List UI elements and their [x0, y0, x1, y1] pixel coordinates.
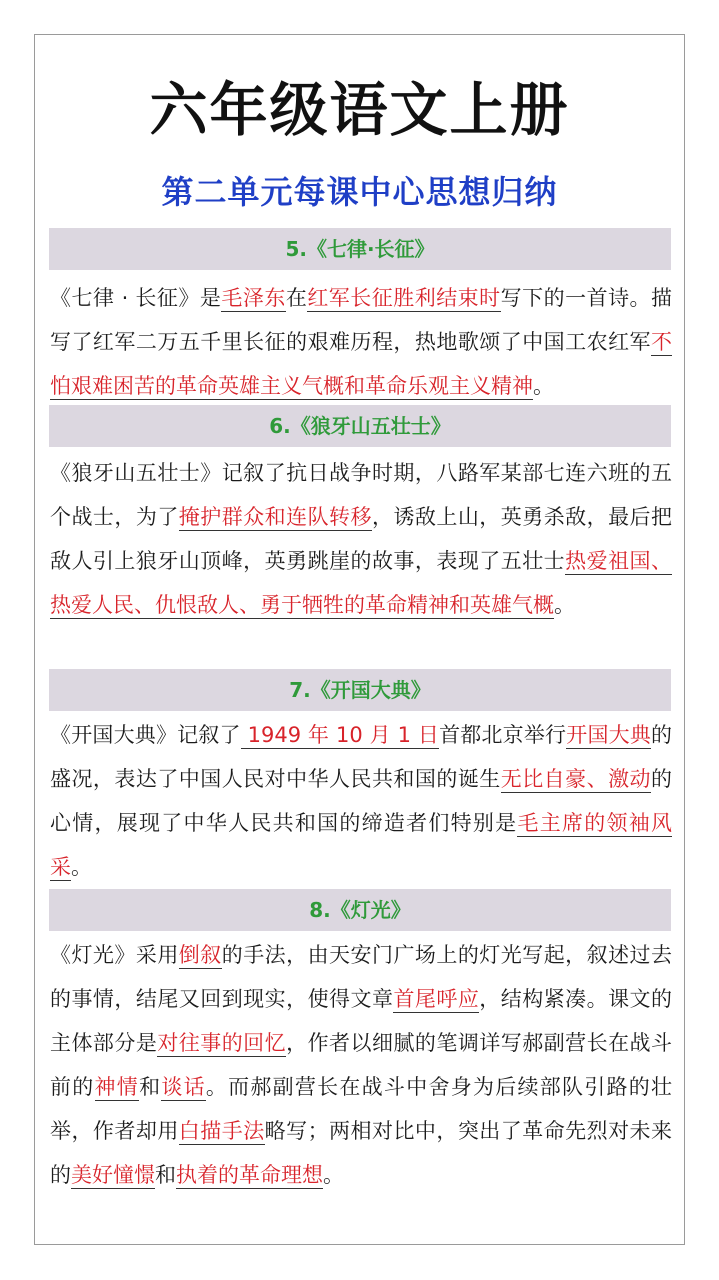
highlighted-key-phrase: 白描手法 — [178, 1119, 265, 1143]
section-heading-6: 6.《狼牙山五壮士》 — [49, 405, 671, 447]
body-text: 。 — [533, 374, 554, 398]
highlighted-key-phrase: 对往事的回忆 — [157, 1031, 287, 1055]
highlighted-key-phrase: 神情 — [94, 1075, 140, 1099]
body-text: 的手法，由天安门广场上的灯光写起，叙述过去的事情，结尾又回到现实，使得文章 — [50, 943, 673, 1011]
highlighted-key-phrase: 首尾呼应 — [393, 987, 480, 1011]
body-text: 。 — [554, 593, 575, 617]
section-heading-8: 8.《灯光》 — [49, 889, 671, 931]
body-text: ，诱敌上山，英勇杀敌，最后把敌人引上狼牙山顶峰，英勇跳崖的故事，表现了五壮士 — [50, 505, 673, 573]
highlighted-key-phrase: 掩护群众和连队转移 — [178, 505, 372, 529]
body-text: 和 — [139, 1075, 162, 1099]
body-text: 。 — [323, 1163, 344, 1187]
highlighted-key-phrase: 毛泽东 — [221, 286, 286, 310]
highlighted-key-phrase: 倒叙 — [178, 943, 222, 967]
page-title: 六年级语文上册 — [149, 76, 570, 144]
section-body-5 — [50, 276, 672, 408]
highlighted-key-phrase: 开国大典 — [566, 723, 652, 747]
page-subtitle: 第二单元每课中心思想归纳 — [161, 173, 558, 211]
section-body-8 — [50, 933, 672, 1197]
highlighted-key-phrase: 美好憧憬 — [71, 1163, 155, 1187]
highlighted-key-phrase: 1949 年 10 月 1 日 — [240, 723, 440, 747]
body-text: 和 — [155, 1163, 176, 1187]
section-body-7 — [50, 713, 672, 889]
body-text: 。而郝副营长在战斗中舍身为后续部队引路的壮举，作者却用 — [50, 1075, 673, 1143]
body-text: 首都北京举行 — [439, 723, 567, 747]
body-text: 在 — [285, 286, 308, 310]
highlighted-key-phrase: 热爱祖国、热爱人民、仇恨敌人、勇于牺牲的革命精神和英雄气概 — [50, 549, 672, 617]
body-text: ，结构紧凑。课文的主体部分是 — [50, 987, 673, 1055]
highlighted-key-phrase: 无比自豪、激动 — [500, 767, 651, 791]
body-text: 《灯光》采用 — [50, 943, 179, 967]
body-text: 的心情，展现了中华人民共和国的缔造者们特别是 — [50, 767, 672, 835]
body-text: ，作者以细腻的笔调详写郝副营长在战斗前的 — [50, 1031, 673, 1099]
body-text: 《七律 · 长征》是 — [50, 286, 222, 310]
body-text: 略写；两相对比中，突出了革命先烈对未来的 — [50, 1119, 673, 1187]
body-text: 写下的一首诗。描写了红军二万五千里长征的艰难历程，热地歌颂了中国工农红军 — [50, 286, 673, 354]
highlighted-key-phrase: 红军长征胜利结束时 — [307, 286, 501, 310]
section-heading-7: 7.《开国大典》 — [49, 669, 671, 711]
body-text: 《狼牙山五壮士》记叙了抗日战争时期，八路军某部七连六班的五个战士，为了 — [50, 461, 672, 529]
section-body-6 — [50, 451, 672, 627]
body-text: 的盛况，表达了中国人民对中华人民共和国的诞生 — [50, 723, 673, 791]
highlighted-key-phrase: 毛主席的领袖风采 — [50, 811, 673, 879]
highlighted-key-phrase: 执着的革命理想 — [176, 1163, 323, 1187]
body-text: 。 — [71, 855, 92, 879]
highlighted-key-phrase: 谈话 — [161, 1075, 206, 1099]
section-heading-5: 5.《七律·长征》 — [49, 228, 671, 270]
body-text: 《开国大典》记叙了 — [50, 723, 241, 747]
highlighted-key-phrase: 不怕艰难困苦的革命英雄主义气概和革命乐观主义精神 — [50, 330, 672, 398]
